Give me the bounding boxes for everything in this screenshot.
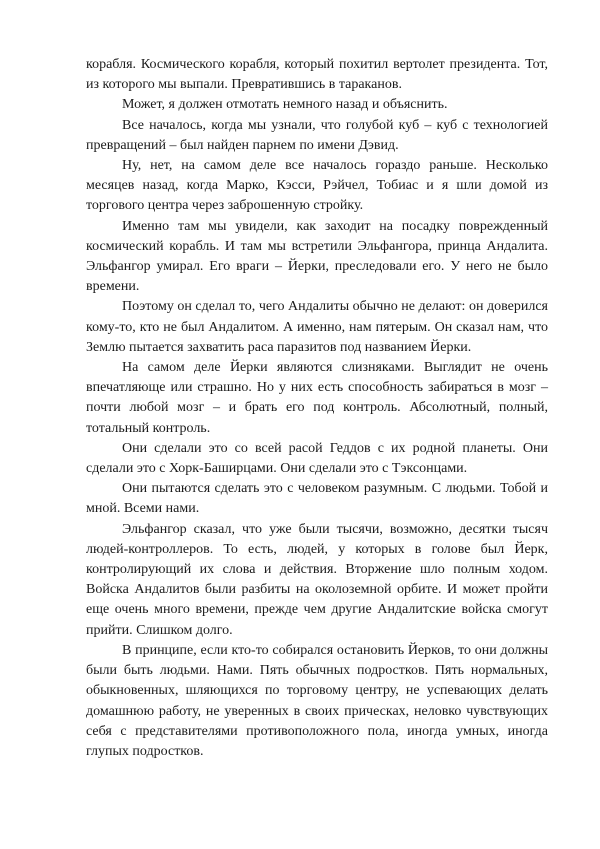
paragraph-9: Они пытаются сделать это с человеком разумным. С людьми. Тобой и мной. Всеми нами. xyxy=(86,481,548,517)
paragraph-3: Все началось, когда мы узнали, что голубой куб – куб с технологией превращений – был найден парнем по имени Дэвид. xyxy=(86,117,548,153)
paragraph-2: Может, я должен отмотать немного назад и объяснить. xyxy=(122,97,448,113)
paragraph-11: В принципе, если кто-то собирался остановить Йерков, то они должны были быть людьми. Нами. Пять обычных подростков. Пять нормальных, обыкновенных, шляющихся по торговому центру, не успевающих делать домашнюю работу, не уверенных в своих прическах, неловко чувствующих себя с представителями противоположного пола, иногда умных, иногда глупых подростков. xyxy=(86,642,548,759)
paragraph-5: Именно там мы увидели, как заходит на посадку поврежденный космический корабль. И там мы встретили Эльфангора, принца Андалита. Эльфангор умирал. Его враги – Йерки, преследовали его. У него не было времени. xyxy=(86,218,548,295)
paragraph-4: Ну, нет, на самом деле все началось гораздо раньше. Несколько месяцев назад, когда Марко, Кэсси, Рэйчел, Тобиас и я шли домой из торгового центра через заброшенную стройку. xyxy=(86,158,548,214)
paragraph-6: Поэтому он сделал то, чего Андалиты обычно не делают: он доверился кому-то, кто не был Андалитом. А именно, нам пятерым. Он сказал нам, что Землю пытается захватить раса паразитов под названием Йерки. xyxy=(86,299,548,355)
paragraph-10: Эльфангор сказал, что уже были тысячи, возможно, десятки тысяч людей-контроллеров. То есть, людей, у которых в голове был Йерк, контролирующий их слова и действия. Вторжение шло полным ходом. Войска Андалитов были разбиты на околоземной орбите. И может пройти еще очень много времени, прежде чем другие Андалитские войска смогут прийти. Слишком долго. xyxy=(86,521,548,638)
document-page xyxy=(86,55,548,762)
paragraph-7: На самом деле Йерки являются слизняками. Выглядит не очень впечатляюще или страшно. Но у них есть способность забираться в мозг – почти любой мозг – и брать его под контроль. Абсолютный, полный, тотальный контроль. xyxy=(86,360,548,436)
paragraph-1: корабля. Космического корабля, который похитил вертолет президента. Тот, из которого мы выпали. Превратившись в тараканов. xyxy=(86,57,548,93)
paragraph-8: Они сделали это со всей расой Геддов с их родной планеты. Они сделали это с Хорк-Баширцами. Они сделали это с Тэксонцами. xyxy=(86,440,548,477)
